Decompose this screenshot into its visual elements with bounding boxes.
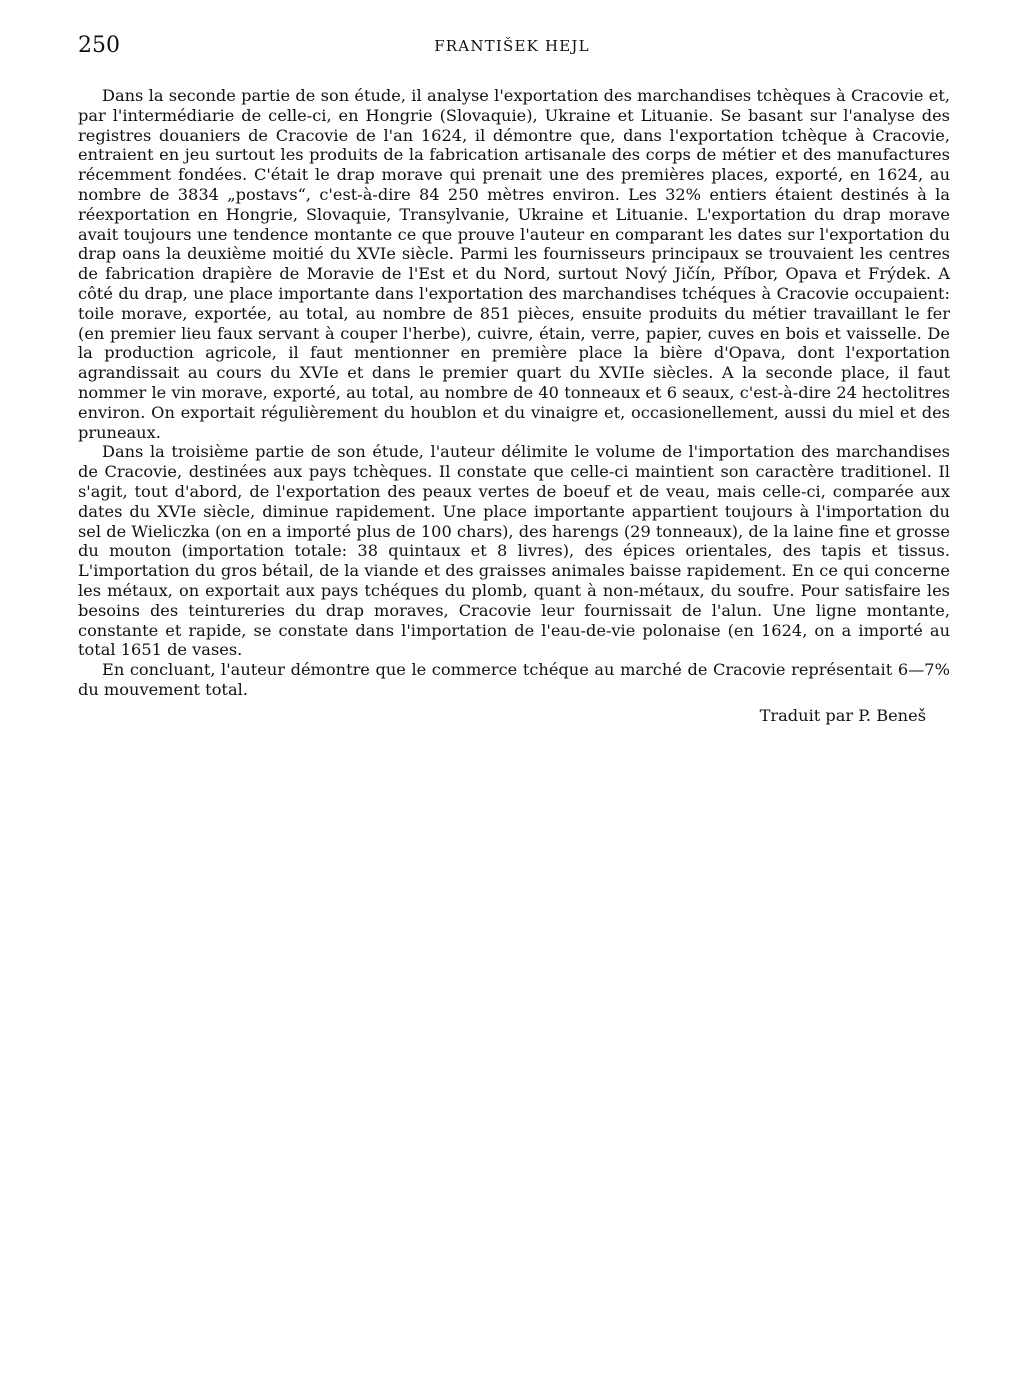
body-text (78, 86, 950, 726)
header-author: FRANTIŠEK HEJL (434, 37, 590, 55)
translator-signature: Traduit par P. Beneš (759, 705, 926, 725)
paragraph-import: Dans la troisième partie de son étude, l'auteur délimite le volume de l'importation des marchandises de Cracovie, destinées aux pays tchèques. Il constate que celle-ci maintient son caractère traditionel. Il s'agit, tout d'abord, de l'exportation des peaux vertes de boeuf et de veau, mais celle-ci, comparée aux dates du XVIe siècle, diminue rapidement. Une place importante appartient toujours à l'importation du sel de Wieliczka (on en a importé plus de 100 chars), des harengs (29 tonneaux), de la laine fine et grosse du mouton (importation totale: 38 quintaux et 8 livres), des épices orientales, des tapis et tissus. L'importation du gros bétail, de la viande et des graisses animales baisse rapidement. En ce qui concerne les métaux, on exportait aux pays tchéques du plomb, quant à non-métaux, du soufre. Pour satisfaire les besoins des teintureries du drap moraves, Cracovie leur fournissait de l'alun. Une ligne montante, constante et rapide, se constate dans l'importation de l'eau-de-vie polonaise (en 1624, on a importé au total 1651 de vases. (78, 442, 950, 660)
running-head (78, 30, 946, 62)
paragraph-conclusion: En concluant, l'auteur démontre que le commerce tchéque au marché de Cracovie représentait 6—7% du mouvement total. (78, 660, 950, 699)
paragraph-export: Dans la seconde partie de son étude, il analyse l'exportation des marchandises tchèques à Cracovie et, par l'intermédiarie de celle-ci, en Hongrie (Slovaquie), Ukraine et Lituanie. Se basant sur l'analyse des registres douaniers de Cracovie de l'an 1624, il démontre que, dans l'exportation tchèque à Cracovie, entraient en jeu surtout les produits de la fabrication artisanale des corps de métier et des manufactures récemment fondées. C'était le drap morave qui prenait une des premières places, exporté, en 1624, au nombre de 3834 „postavs“, c'est-à-dire 84 250 mètres environ. Les 32% entiers étaient destinés à la réexportation en Hongrie, Slovaquie, Transylvanie, Ukraine et Lituanie. L'exportation du drap morave avait toujours une tendence montante ce que prouve l'auteur en comparant les dates sur l'exportation du drap oans la deuxième moitié du XVIe siècle. Parmi les fournisseurs principaux se trouvaient les centres de fabrication drapière de Moravie de l'Est et du Nord, surtout Nový Jičín, Příbor, Opava et Frýdek. A côté du drap, une place importante dans l'exportation des marchandises tchéques à Cracovie occupaient: toile morave, exportée, au total, au nombre de 851 pièces, ensuite produits du métier travaillant le fer (en premier lieu faux servant à couper l'herbe), cuivre, étain, verre, papier, cuves en bois et vaisselle. De la production agricole, il faut mentionner en première place la bière d'Opava, dont l'exportation agrandissait au cours du XVIe et dans le premier quart du XVIIe siècles. A la seconde place, il faut nommer le vin morave, exporté, au total, au nombre de 40 tonneaux et 6 seaux, c'est-à-dire 24 hectolitres environ. On exportait régulièrement du houblon et du vinaigre et, occasionellement, aussi du miel et des pruneaux. (78, 86, 950, 442)
page-number: 250 (78, 33, 120, 58)
